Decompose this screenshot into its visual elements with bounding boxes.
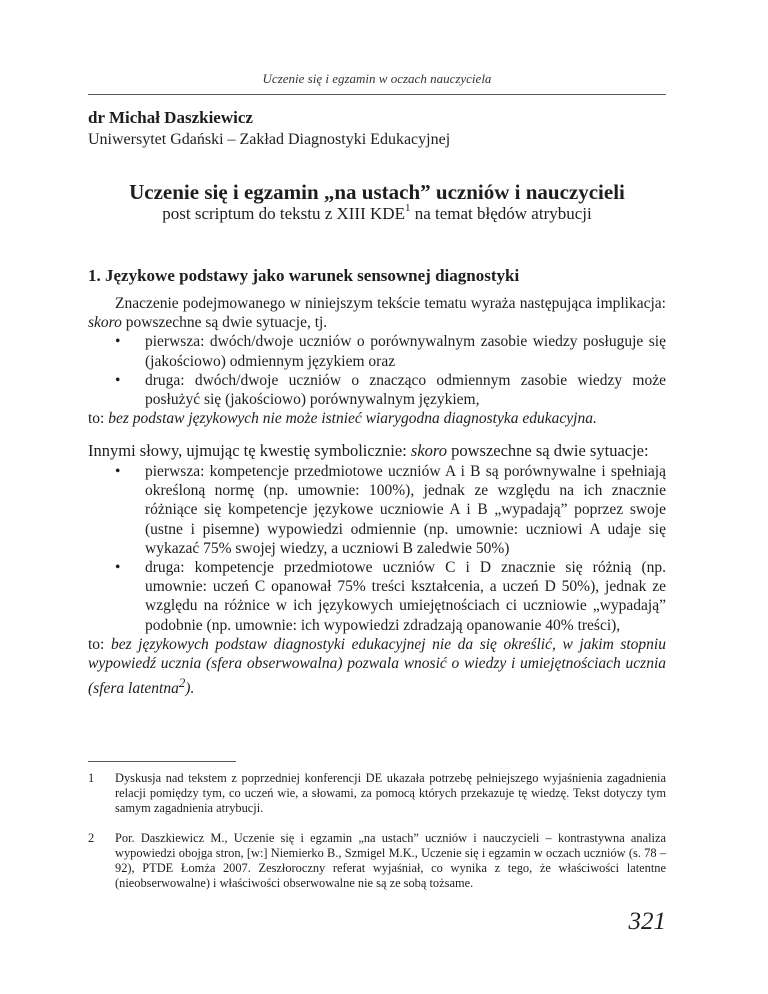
- paragraph-2-intro: [88, 440, 666, 462]
- author-affiliation: Uniwersytet Gdański – Zakład Diagnostyki Edukacyjnej: [88, 131, 451, 148]
- list-item: [88, 462, 666, 558]
- footnote-ref-2: 2: [178, 675, 186, 691]
- list-item: [88, 558, 666, 635]
- emphasis: [88, 636, 666, 698]
- list-item-text: druga: kompetencje przedmiotowe uczniów C i D znacznie się różnią (np. umownie: uczeń C opanował 75% treści kształcenia, a uczeń D 50%), jednak ze względu na różnice w ich językowych umiejętnościach ci uczniowie „wypadają” podobnie (np. umownie: ich wypowiedzi zdradzają opanowanie 40% treści),: [145, 559, 666, 634]
- footnote-number: 2: [88, 831, 95, 845]
- article-title: Uczenie się i egzamin „na ustach” uczniów i nauczycieli: [129, 180, 625, 204]
- paragraph-2: [88, 440, 666, 699]
- footnote-rule: [88, 761, 236, 762]
- subtitle-text-end: na temat błędów atrybucji: [410, 204, 592, 223]
- bullet-icon: •: [115, 371, 121, 389]
- emphasis-end: ).: [185, 680, 195, 698]
- bullet-icon: •: [115, 559, 121, 577]
- text-run: Innymi słowy, ujmując tę kwestię symbolicznie:: [88, 441, 411, 460]
- subtitle-text: post scriptum do tekstu z XIII KDE: [162, 204, 405, 223]
- text-run: powszechne są dwie sytuacje:: [446, 441, 649, 460]
- footnote-number: 1: [88, 771, 95, 785]
- footnote: [88, 771, 666, 816]
- emphasis: skoro: [410, 441, 447, 460]
- footnote-text: Por. Daszkiewicz M., Uczenie się i egzamin „na ustach” uczniów i nauczycieli – kontrastywna analiza wypowiedzi obojga stron, [w:] Niemierko B., Szmigel M.K., Uczenie się i egzamin w oczach uczniów (s. 78 – 92), PTDE Łomża 2007. Zeszłoroczny referat wyjaśniał, co wynika z tego, że właściwości latentne (nieobserwowalne) i właściwości obserwowalne nie są ze sobą tożsame.: [115, 831, 666, 890]
- emphasis-text: bez językowych podstaw diagnostyki edukacyjnej nie da się określić, w jakim stopniu wypowiedź ucznia (sfera obserwowalna) pozwala wnosić o wiedzy i umiejętnościach ucznia (sfera latentna: [88, 635, 666, 698]
- bullet-list: [88, 332, 666, 409]
- text-run: powszechne są dwie sytuacje, tj.: [121, 314, 328, 332]
- paragraph-1: [88, 294, 666, 428]
- paragraph-1-conclusion: [88, 409, 666, 428]
- list-item-text: druga: dwóch/dwoje uczniów o znacząco odmiennym zasobie wiedzy może posłużyć się (jakościowo) porównywalnym językiem,: [145, 371, 666, 409]
- running-head: Uczenie się i egzamin w oczach nauczyciela: [262, 71, 492, 86]
- bullet-icon: •: [115, 463, 121, 480]
- page-number: 321: [628, 908, 666, 935]
- bullet-list: [88, 462, 666, 635]
- list-item-text: pierwsza: kompetencje przedmiotowe uczniów A i B są porównywalne i spełniają określoną normę (np. umownie: 100%), jednak ze względu na ich znacznie różniące się kompetencje językowe uczniowie A i B „wypadają” poprzez swoje (ustne i pisemne) wypowiedzi odmiennie (np. umownie: uczniowi A udaje się wykazać 75% swojej wiedzy, a uczniowi B zaledwie 50%): [145, 463, 666, 557]
- text-run: to:: [88, 410, 109, 428]
- article-subtitle: [88, 204, 666, 224]
- text-run: Znaczenie podejmowanego w niniejszym tekście tematu wyraża następująca implikacja:: [115, 295, 666, 312]
- footnote-ref-1: 1: [404, 202, 411, 214]
- author-name: dr Michał Daszkiewicz: [88, 108, 253, 127]
- footnote: [88, 831, 666, 891]
- section-heading: 1. Językowe podstawy jako warunek sensownej diagnostyki: [88, 266, 520, 285]
- list-item: [88, 332, 666, 370]
- paragraph-1-intro: [88, 294, 666, 332]
- footnote-text: Dyskusja nad tekstem z poprzedniej konferencji DE ukazała potrzebę pełniejszego wyjaśnienia zagadnienia relacji pomiędzy tym, co uczeń wie, a słowami, za pomocą których przekazuje tę wiedzę. Tekst dotyczy tym samym zagadnienia atrybucji.: [115, 771, 666, 815]
- bullet-icon: •: [115, 333, 121, 351]
- list-item-text: pierwsza: dwóch/dwoje uczniów o porównywalnym zasobie wiedzy posługuje się (jakościowo) odmiennym językiem oraz: [145, 333, 666, 370]
- emphasis: bez podstaw językowych nie może istnieć wiarygodna diagnostyka edukacyjna.: [108, 410, 597, 428]
- header-rule: [88, 94, 666, 95]
- list-item: [88, 371, 666, 409]
- paragraph-2-conclusion: [88, 635, 666, 699]
- text-run: to:: [88, 635, 111, 653]
- emphasis: skoro: [88, 314, 122, 332]
